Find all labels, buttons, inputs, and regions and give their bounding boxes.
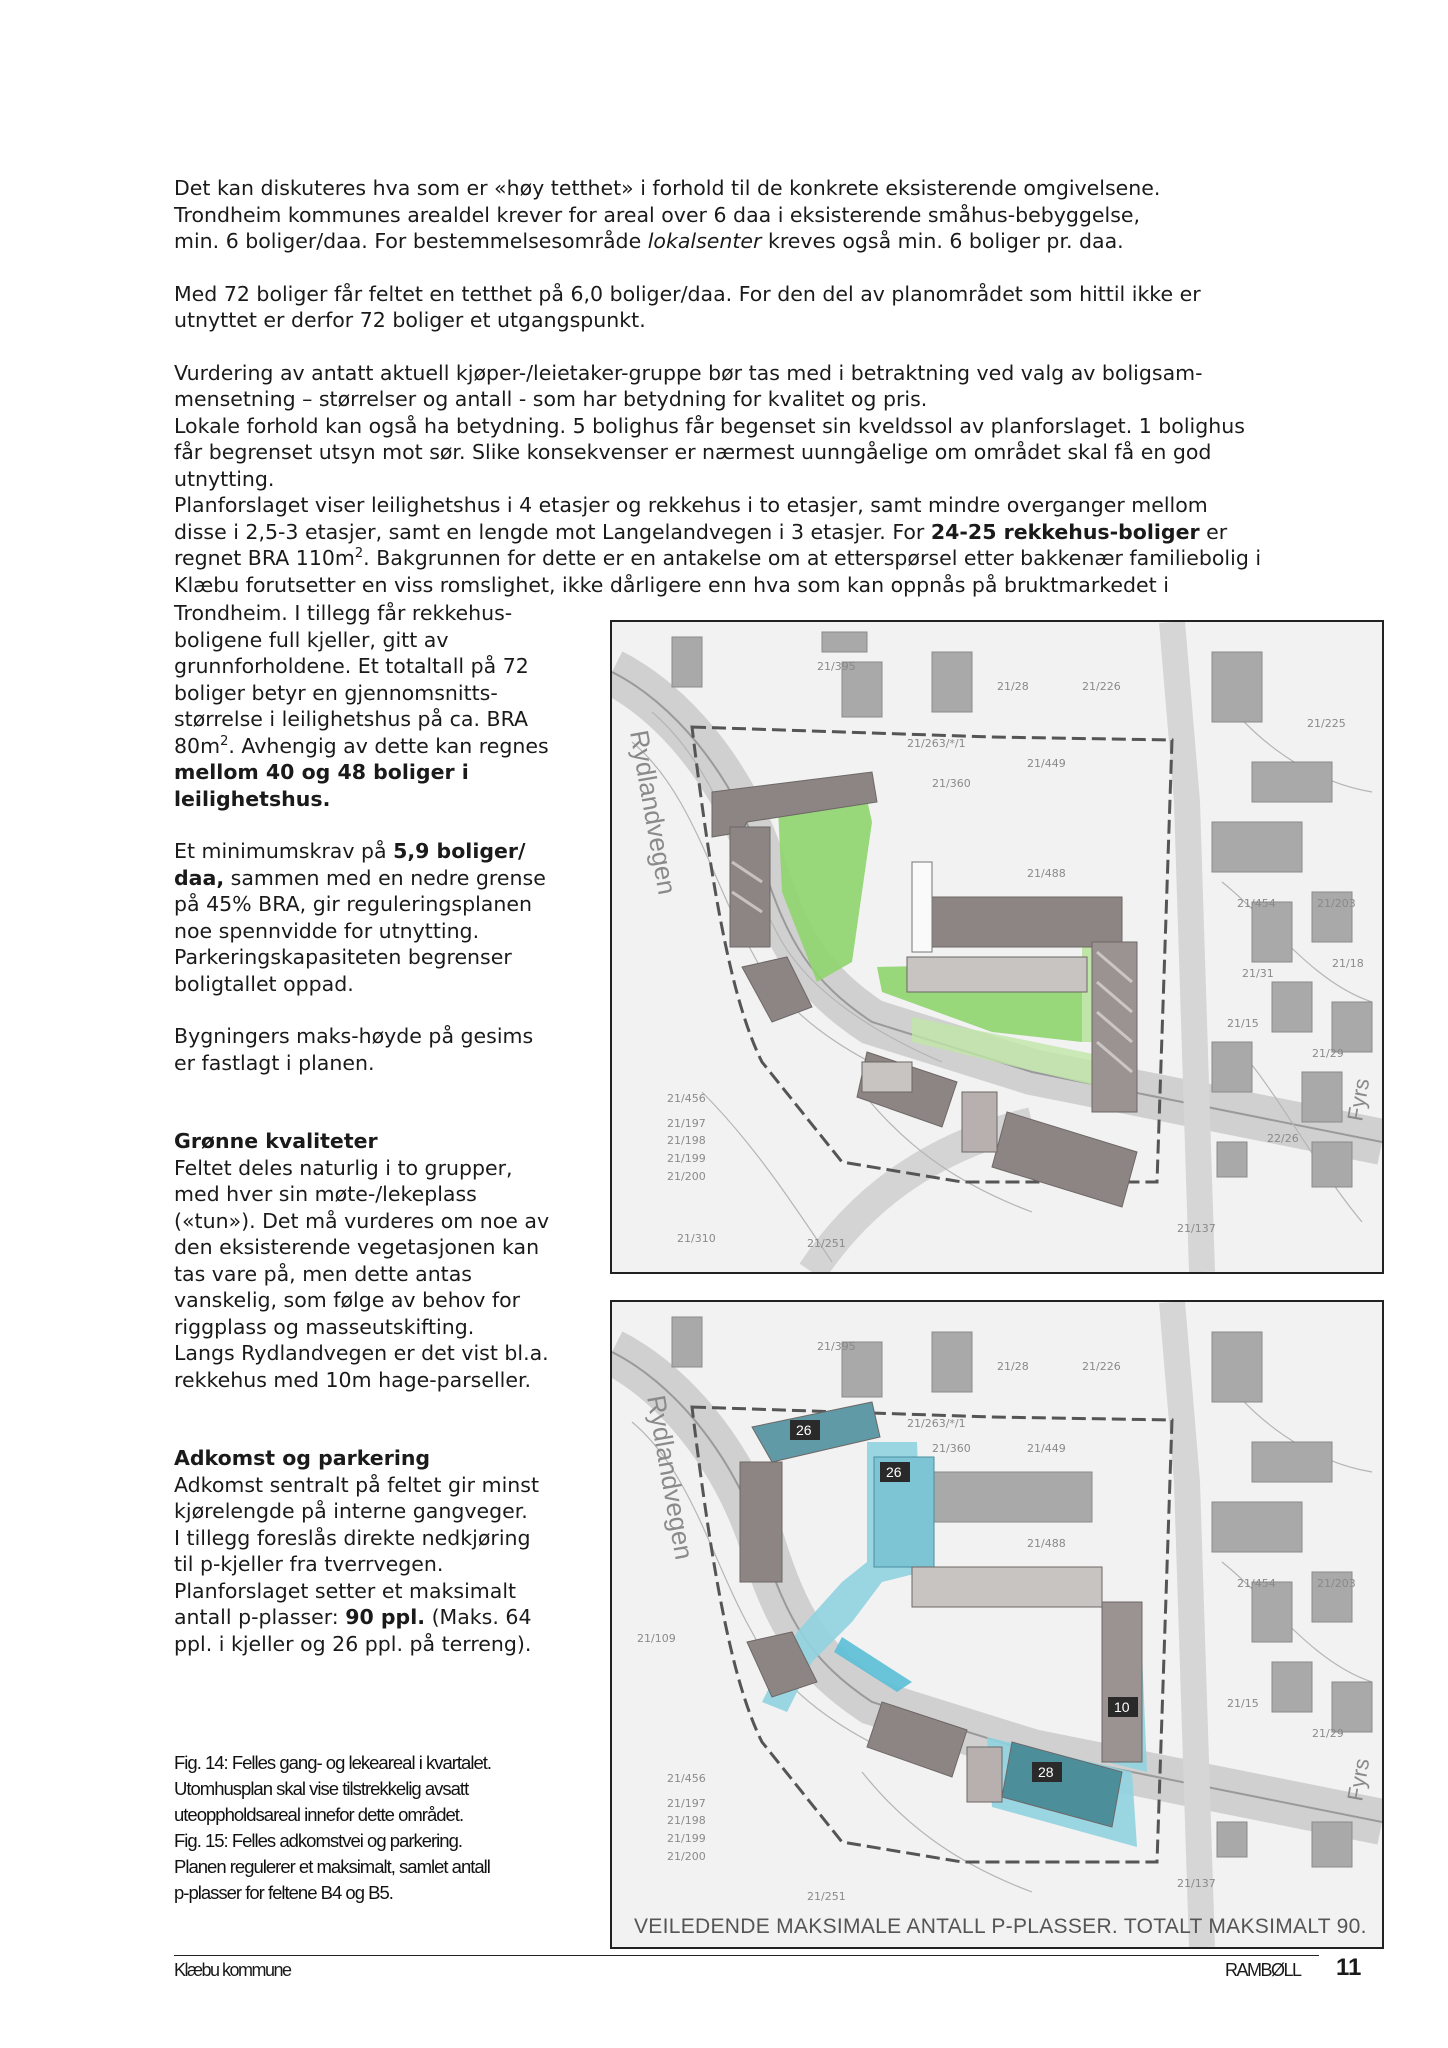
plot-label: 21/449 [1027,757,1066,770]
text-line: noe spennvidde for utnytting. [174,918,480,943]
text-line: vanskelig, som følge av behov for [174,1288,521,1312]
plot-label: 21/28 [997,1360,1029,1373]
plot-label: 21/263/*/1 [907,1417,966,1430]
superscript: 2 [220,733,229,749]
footer-company: RAMBØLL [1225,1960,1301,1980]
text-line: Planforslaget viser leilighetshus i 4 etasjer og rekkehus i to etasjer, samt mindre overganger mellom [174,493,1208,517]
text-run: (Maks. 64 [425,1605,532,1629]
text-line: rekkehus med 10m hage-parseller. [174,1367,532,1392]
text-line-bold: leilighetshus. [174,786,331,811]
text-run: . Avhengig av dette kan regnes [228,733,549,758]
paragraph-72-dwellings [174,281,1354,334]
parking-count-label: 26 [886,1464,902,1480]
parking-count-label: 28 [1038,1764,1054,1780]
plot-label: 21/488 [1027,1537,1066,1550]
text-run: kreves også min. 6 boliger pr. daa. [761,229,1124,253]
text-run: disse i 2,5-3 etasjer, samt en lengde mot Langelandvegen i 3 etasjer. For [174,519,931,544]
plot-label: 21/137 [1177,1222,1216,1235]
text-line: Vurdering av antatt aktuell kjøper-/leietaker-gruppe bør tas med i betraktning ved valg av boligsam- [174,360,1203,385]
text-run: regnet BRA 110m [174,546,355,570]
text-line: utnytting. [174,466,275,491]
plot-label: 21/18 [1332,957,1364,970]
site-plan-green-areas [610,620,1384,1274]
text-line: I tillegg foreslås direkte nedkjøring [174,1525,531,1550]
text-line: på 45% BRA, gir reguleringsplanen [174,892,532,916]
text-line: til p-kjeller fra tverrvegen. [174,1552,444,1576]
text-line: Trondheim kommunes arealdel krever for areal over 6 daa i eksisterende småhus-bebyggelse, [174,202,1141,227]
text-line: får begrenset utsyn mot sør. Slike konsekvenser er nærmest uunngåelige om området skal få en god [174,440,1212,464]
plot-label: 21/31 [1242,967,1274,980]
text-run: Et minimumskrav på [174,839,394,863]
text-line: Planforslaget setter et maksimalt [174,1578,517,1603]
text-line: Langs Rydlandvegen er det vist bl.a. [174,1341,549,1365]
text-run-bold: daa, [174,865,225,890]
parking-count-label: 10 [1114,1699,1130,1715]
plot-label: 21/360 [932,777,971,790]
text-line-bold: mellom 40 og 48 boliger i [174,760,469,784]
plot-label: 21/226 [1082,680,1121,693]
plot-label: 21/109 [637,1632,676,1645]
plot-label: 21/137 [1177,1877,1216,1890]
text-line [174,545,1354,572]
text-run-italic: lokalsenter [647,229,762,253]
road-label: Fyrs [1342,1756,1375,1803]
plot-label: 21/15 [1227,1697,1259,1710]
main-text-top [174,175,1354,598]
text-line [174,519,1354,546]
plot-label: 21/310 [677,1232,716,1245]
plot-label: 21/197 [667,1797,706,1810]
paragraph-buyer-group [174,360,1354,599]
plot-label: 21/29 [1312,1047,1344,1060]
caption-line: uteoppholdsareal innefor dette området. [174,1804,464,1825]
text-line: Feltet deles naturlig i to grupper, [174,1155,513,1180]
figure-caption [174,1750,594,1906]
plot-label: 21/198 [667,1814,706,1827]
plot-label: 21/28 [997,680,1029,693]
left-column-text [174,600,604,1657]
text-line: er fastlagt i planen. [174,1050,375,1075]
text-line: kjørelengde på interne gangveger. [174,1499,528,1523]
plot-label: 21/199 [667,1152,706,1165]
text-line: Det kan diskuteres hva som er «høy tetthet» i forhold til de konkrete eksisterende omgivelsene. [174,176,1161,200]
text-line: boligene full kjeller, gitt av [174,627,449,652]
text-run: . Bakgrunnen for dette er en antakelse om at etterspørsel etter bakkenær familiebolig i [363,546,1262,570]
text-line: Adkomst sentralt på feltet gir minst [174,1472,539,1497]
section-heading-green: Grønne kvaliteter [174,1129,378,1153]
plot-label: 21/29 [1312,1727,1344,1740]
plot-label: 21/456 [667,1092,706,1105]
plot-label: 21/456 [667,1772,706,1785]
text-line: Med 72 boliger får feltet en tetthet på 6,0 boliger/daa. For den del av planområdet som hittil ikke er [174,281,1201,306]
plot-label: 21/197 [667,1117,706,1130]
paragraph-density [174,175,1354,255]
text-line: ppl. i kjeller og 26 ppl. på terreng). [174,1631,532,1656]
plot-label: 21/200 [667,1170,706,1183]
footer-municipality: Klæbu kommune [174,1960,291,1980]
plot-label: 21/199 [667,1832,706,1845]
superscript: 2 [354,546,364,562]
parking-count-label: 26 [796,1422,812,1438]
text-line: Trondheim. I tillegg får rekkehus- [174,601,513,625]
plot-label: 21/251 [807,1237,846,1250]
text-line: boligtallet oppad. [174,971,354,996]
plot-label: 21/198 [667,1134,706,1147]
map-footer-note: VEILEDENDE MAKSIMALE ANTALL P-PLASSER. TOTALT MAKSIMALT 90. [634,1915,1367,1938]
text-line: Lokale forhold kan også ha betydning. 5 bolighus får begenset sin kveldssol av planforslaget. 1 bolighus [174,413,1245,438]
footer-divider [174,1955,1319,1956]
road-label: Rydlandvegen [641,1392,700,1562]
text-line: den eksisterende vegetasjonen kan [174,1235,540,1259]
plot-label: 21/251 [807,1890,846,1903]
caption-line: Planen regulerer et maksimalt, samlet antall [174,1856,490,1877]
text-line: («tun»). Det må vurderes om noe av [174,1208,550,1233]
text-line: Klæbu forutsetter en viss romslighet, ikke dårligere enn hva som kan oppnås på bruktmarkedet i [174,572,1169,597]
caption-line: Fig. 15: Felles adkomstvei og parkering. [174,1830,463,1851]
text-line [174,865,604,892]
text-line [174,733,604,760]
site-plan-parking-svg [612,1302,1382,1947]
plot-label: 21/395 [817,660,856,673]
text-line: med hver sin møte-/lekeplass [174,1182,477,1206]
text-run: min. 6 boliger/daa. For bestemmelsesområde [174,229,648,253]
text-line [174,838,604,865]
plot-label: 21/203 [1317,1577,1356,1590]
road-label: Rydlandvegen [624,727,683,897]
text-line [174,228,1354,255]
text-run-bold: 24-25 rekkehus-boliger [930,519,1200,544]
text-line: størrelse i leilighetshus på ca. BRA [174,707,529,731]
plot-label: 22/26 [1267,1132,1299,1145]
plot-label: 21/488 [1027,867,1066,880]
text-run: er [1199,519,1228,544]
text-line: Bygningers maks-høyde på gesims [174,1024,534,1048]
text-run: antall p-plasser: [174,1605,346,1629]
text-run-bold: 90 ppl. [345,1605,426,1629]
plot-label: 21/200 [667,1850,706,1863]
plot-label: 21/225 [1307,717,1346,730]
road-label: Fyrs [1342,1076,1375,1123]
text-run: 80m [174,733,221,758]
site-plan-parking [610,1300,1384,1949]
plot-label: 21/360 [932,1442,971,1455]
text-run-bold: 5,9 boliger/ [393,839,526,863]
text-line: boliger betyr en gjennomsnitts- [174,680,498,705]
caption-line: p-plasser for feltene B4 og B5. [174,1882,393,1903]
text-line: Parkeringskapasiteten begrenser [174,945,512,969]
text-line [174,1604,604,1631]
text-line: mensetning – størrelser og antall - som har betydning for kvalitet og pris. [174,387,928,411]
section-heading-parking: Adkomst og parkering [174,1446,431,1470]
plot-label: 21/449 [1027,1442,1066,1455]
plot-label: 21/454 [1237,1577,1276,1590]
plot-label: 21/263/*/1 [907,737,966,750]
text-line: tas vare på, men dette antas [174,1261,472,1286]
caption-line: Fig. 14: Felles gang- og lekeareal i kvartalet. [174,1752,492,1773]
caption-line: Utomhusplan skal vise tilstrekkelig avsatt [174,1778,469,1799]
plot-label: 21/226 [1082,1360,1121,1373]
plot-label: 21/15 [1227,1017,1259,1030]
text-line: riggplass og masseutskifting. [174,1314,475,1339]
page-number: 11 [1336,1954,1362,1981]
text-line: utnyttet er derfor 72 boliger et utgangspunkt. [174,308,646,332]
plot-label: 21/395 [817,1340,856,1353]
text-run: sammen med en nedre grense [224,865,546,890]
site-plan-green-svg [612,622,1382,1272]
text-line: grunnforholdene. Et totaltall på 72 [174,654,529,678]
plot-label: 21/454 [1237,897,1276,910]
plot-label: 21/203 [1317,897,1356,910]
